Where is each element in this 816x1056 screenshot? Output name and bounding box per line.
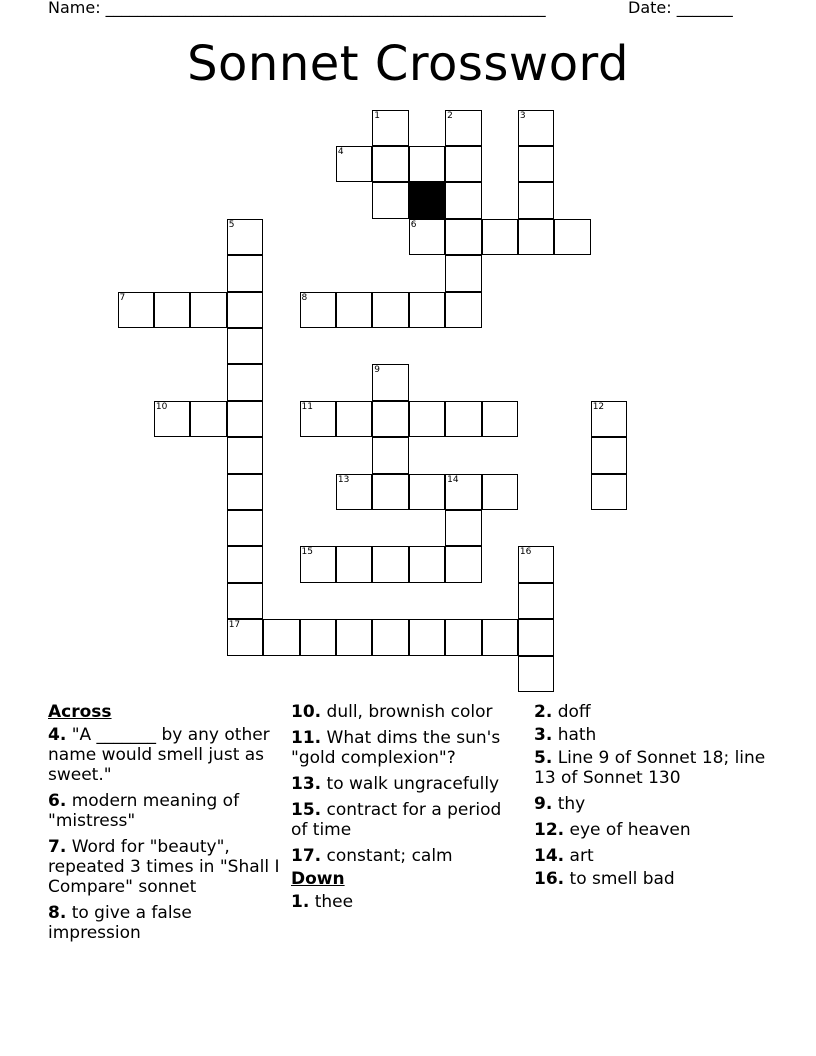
grid-cell[interactable] xyxy=(482,474,519,511)
cell-number: 2 xyxy=(447,110,453,121)
clue-number: 11. xyxy=(291,728,322,748)
clue-number: 6. xyxy=(48,791,67,811)
clue-down-2 xyxy=(534,702,766,722)
grid-cell[interactable] xyxy=(300,401,337,438)
clue-text: art xyxy=(569,846,594,866)
grid-cell[interactable] xyxy=(445,510,482,547)
grid-cell[interactable] xyxy=(409,546,446,583)
cell-number: 11 xyxy=(301,401,313,412)
clue-across-6 xyxy=(48,791,280,831)
grid-cell[interactable] xyxy=(372,437,409,474)
cell-number: 17 xyxy=(228,620,241,631)
clue-text: Line 9 of Sonnet 18; line 13 of Sonnet 130 xyxy=(534,748,766,788)
clue-text: modern meaning of "mistress" xyxy=(48,791,240,831)
grid-cell[interactable] xyxy=(300,546,337,583)
clue-across-13 xyxy=(291,774,523,794)
clue-number: 1. xyxy=(291,892,310,912)
grid-cell[interactable] xyxy=(227,583,264,620)
down-heading: Down xyxy=(291,869,345,889)
grid-cell[interactable] xyxy=(300,292,337,329)
date-field-label: Date: _______ xyxy=(628,0,733,17)
grid-cell[interactable] xyxy=(227,364,264,401)
grid-cell[interactable] xyxy=(445,219,482,256)
clue-number: 3. xyxy=(534,725,553,745)
grid-cell[interactable] xyxy=(190,292,227,329)
cell-number: 14 xyxy=(447,474,459,485)
grid-cell[interactable] xyxy=(154,292,191,329)
grid-cell[interactable] xyxy=(227,219,264,256)
clue-down-9 xyxy=(534,794,766,814)
clue-text: to walk ungracefully xyxy=(326,774,500,794)
clue-number: 16. xyxy=(534,869,565,889)
grid-cell[interactable] xyxy=(372,619,409,656)
grid-cell[interactable] xyxy=(591,401,628,438)
clue-column-3 xyxy=(534,702,766,895)
cell-number: 16 xyxy=(519,547,532,558)
clue-across-17 xyxy=(291,846,523,866)
cell-number: 10 xyxy=(155,401,168,412)
grid-cell[interactable] xyxy=(336,146,373,183)
grid-cell[interactable] xyxy=(372,292,409,329)
grid-cell[interactable] xyxy=(263,619,300,656)
clue-number: 4. xyxy=(48,725,67,745)
grid-cell[interactable] xyxy=(336,546,373,583)
clue-across-10 xyxy=(291,702,523,722)
clue-text: Word for "beauty", repeated 3 times in "Shall I Compare" sonnet xyxy=(48,837,280,897)
clue-number: 2. xyxy=(534,702,553,722)
grid-cell[interactable] xyxy=(336,474,373,511)
grid-cell[interactable] xyxy=(227,474,264,511)
cell-number: 4 xyxy=(337,146,344,157)
grid-cell[interactable] xyxy=(445,401,482,438)
cell-number: 7 xyxy=(119,292,126,303)
clue-text: doff xyxy=(557,702,591,722)
grid-cell[interactable] xyxy=(518,656,555,693)
cell-number: 5 xyxy=(228,219,235,230)
grid-cell[interactable] xyxy=(445,255,482,292)
clue-number: 13. xyxy=(291,774,322,794)
clue-text: thee xyxy=(314,892,354,912)
grid-cell[interactable] xyxy=(227,437,264,474)
grid-cell[interactable] xyxy=(482,401,519,438)
clue-number: 8. xyxy=(48,903,67,923)
grid-cell[interactable] xyxy=(518,146,555,183)
grid-cell[interactable] xyxy=(227,255,264,292)
grid-cell[interactable] xyxy=(372,401,409,438)
grid-cell[interactable] xyxy=(518,583,555,620)
cell-number: 13 xyxy=(337,474,350,485)
grid-cell[interactable] xyxy=(482,219,519,256)
grid-cell[interactable] xyxy=(227,546,264,583)
grid-cell[interactable] xyxy=(372,474,409,511)
clue-text: hath xyxy=(557,725,597,745)
cell-number: 9 xyxy=(374,365,381,376)
clue-across-4 xyxy=(48,725,280,785)
clue-number: 7. xyxy=(48,837,67,857)
clue-across-7 xyxy=(48,837,280,897)
grid-cell[interactable] xyxy=(445,146,482,183)
clue-column-1 xyxy=(48,702,280,949)
grid-cell[interactable] xyxy=(227,510,264,547)
grid-cell[interactable] xyxy=(591,437,628,474)
grid-cell[interactable] xyxy=(482,619,519,656)
grid-cell[interactable] xyxy=(227,328,264,365)
clue-down-1 xyxy=(291,892,523,912)
clue-number: 5. xyxy=(534,748,553,768)
grid-cell[interactable] xyxy=(445,182,482,219)
grid-cell[interactable] xyxy=(190,401,227,438)
clue-text: dull, brownish color xyxy=(326,702,493,722)
grid-cell[interactable] xyxy=(409,619,446,656)
cell-number: 1 xyxy=(374,110,381,121)
grid-cell[interactable] xyxy=(336,292,373,329)
grid-cell[interactable] xyxy=(227,292,264,329)
clue-across-11 xyxy=(291,728,523,768)
across-heading: Across xyxy=(48,702,112,722)
clue-number: 9. xyxy=(534,794,553,814)
grid-cell[interactable] xyxy=(227,619,264,656)
grid-cell[interactable] xyxy=(154,401,191,438)
clue-number: 12. xyxy=(534,820,565,840)
grid-cell[interactable] xyxy=(372,110,409,147)
grid-cell[interactable] xyxy=(591,474,628,511)
clue-across-15 xyxy=(291,800,523,840)
clue-number: 17. xyxy=(291,846,322,866)
grid-cell[interactable] xyxy=(118,292,155,329)
clue-text: to give a false impression xyxy=(48,903,192,943)
clue-text: contract for a period of time xyxy=(291,800,502,840)
grid-cell[interactable] xyxy=(372,146,409,183)
page-title: Sonnet Crossword xyxy=(187,36,629,92)
grid-cell[interactable] xyxy=(518,546,555,583)
grid-cell[interactable] xyxy=(445,546,482,583)
clue-text: thy xyxy=(557,794,586,814)
grid-cell[interactable] xyxy=(372,182,409,219)
clue-text: "A _______ by any other name would smell just as sweet." xyxy=(48,725,270,785)
grid-cell[interactable] xyxy=(445,292,482,329)
grid-cell[interactable] xyxy=(409,219,446,256)
clue-number: 10. xyxy=(291,702,322,722)
grid-cell[interactable] xyxy=(445,110,482,147)
clue-text: eye of heaven xyxy=(569,820,691,840)
clue-number: 15. xyxy=(291,800,322,820)
grid-cell[interactable] xyxy=(554,219,591,256)
clue-across-8 xyxy=(48,903,280,943)
cell-number: 12 xyxy=(592,401,605,412)
grid-cell[interactable] xyxy=(336,401,373,438)
cell-number: 8 xyxy=(301,292,308,303)
clue-number: 14. xyxy=(534,846,565,866)
cell-number: 15 xyxy=(301,547,313,558)
grid-cell[interactable] xyxy=(409,401,446,438)
grid-cell[interactable] xyxy=(518,182,555,219)
clue-down-14 xyxy=(534,846,766,866)
name-field-label: Name: _______________________________________________________ xyxy=(48,0,546,17)
grid-cell[interactable] xyxy=(372,546,409,583)
clue-down-5 xyxy=(534,748,766,788)
clue-down-12 xyxy=(534,820,766,840)
clue-text: constant; calm xyxy=(326,846,453,866)
grid-cell[interactable] xyxy=(300,619,337,656)
grid-cell[interactable] xyxy=(227,401,264,438)
grid-cell[interactable] xyxy=(409,474,446,511)
grid-cell[interactable] xyxy=(409,146,446,183)
grid-cell[interactable] xyxy=(518,110,555,147)
grid-cell[interactable] xyxy=(518,619,555,656)
clue-text: to smell bad xyxy=(569,869,675,889)
grid-cell[interactable] xyxy=(336,619,373,656)
grid-cell[interactable] xyxy=(372,364,409,401)
clue-column-2 xyxy=(291,702,523,918)
cell-number: 6 xyxy=(410,219,417,230)
clue-down-16 xyxy=(534,869,766,889)
grid-cell[interactable] xyxy=(518,219,555,256)
clue-down-3 xyxy=(534,725,766,745)
grid-cell[interactable] xyxy=(409,292,446,329)
grid-cell[interactable] xyxy=(445,474,482,511)
grid-cell-black xyxy=(409,182,446,219)
clue-text: What dims the sun's "gold complexion"? xyxy=(291,728,501,768)
grid-cell[interactable] xyxy=(445,619,482,656)
cell-number: 3 xyxy=(519,110,526,121)
